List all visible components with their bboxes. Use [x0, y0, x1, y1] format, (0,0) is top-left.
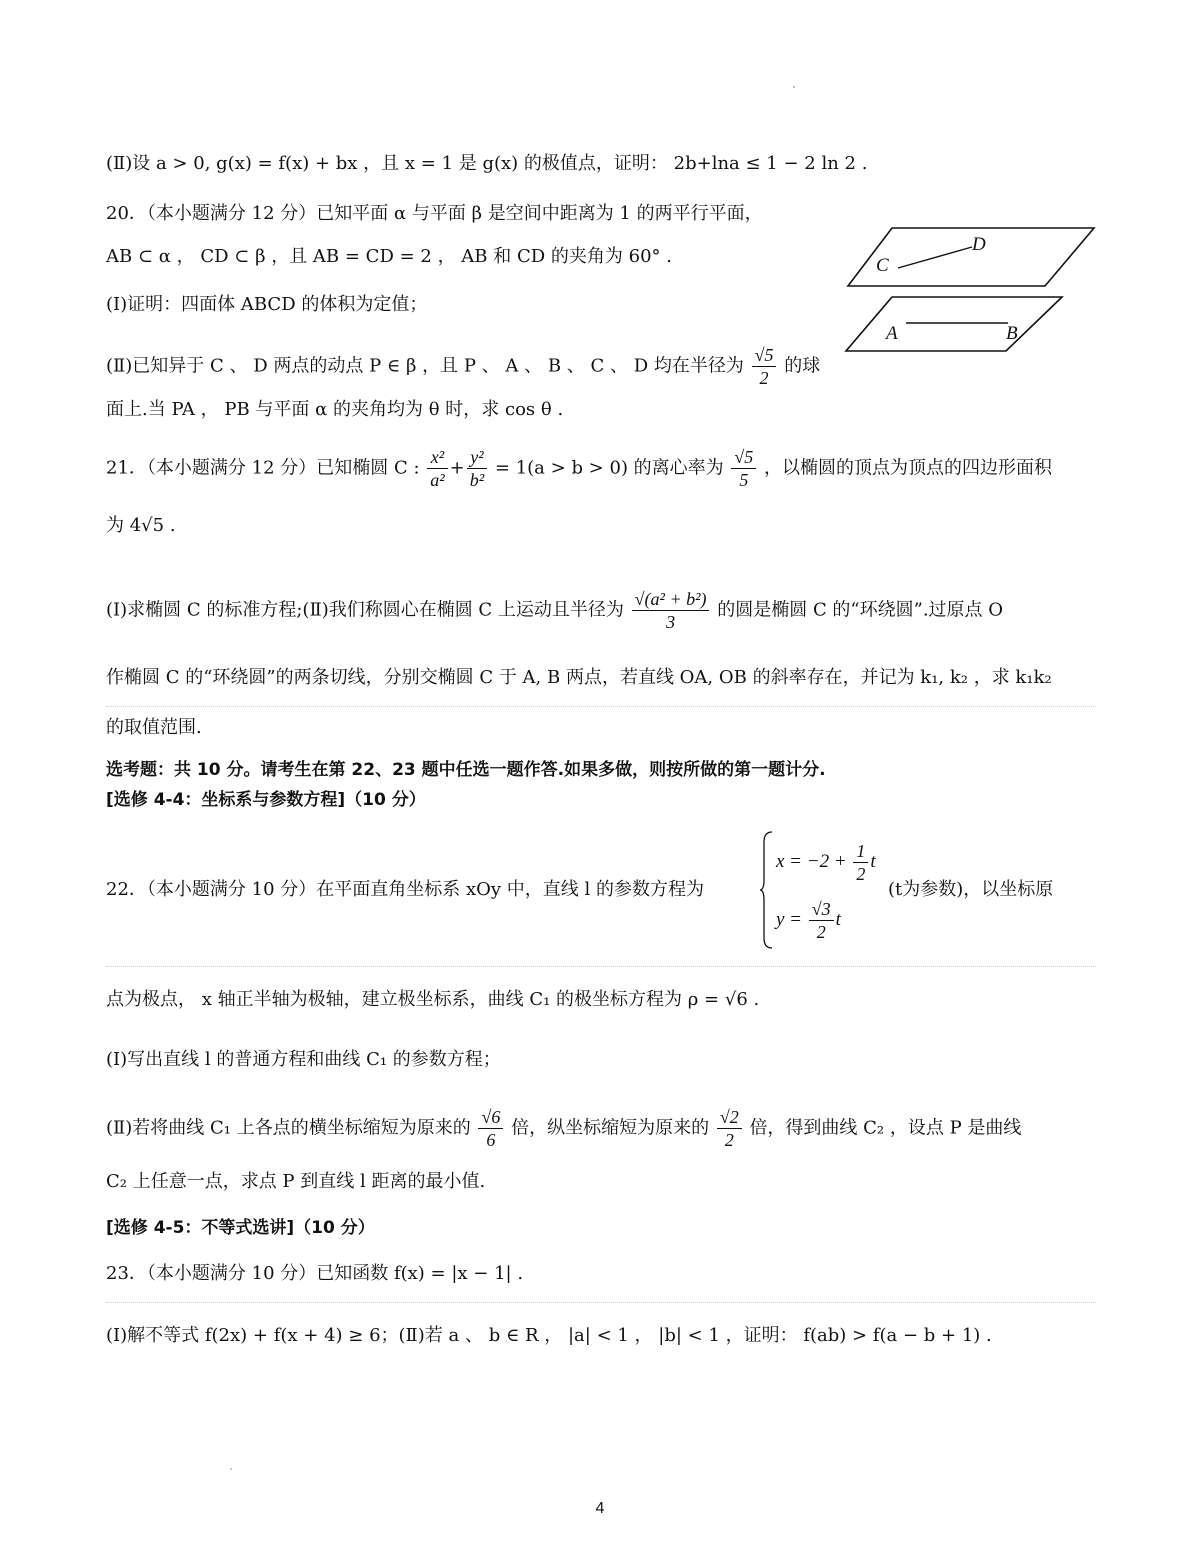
frac-num: √3 [809, 898, 834, 921]
question-21-range: 的取值范围. [106, 717, 202, 738]
question-22-intro: 22．（本小题满分 10 分）在平面直角坐标系 xOy 中，直线 l 的参数方程为 [106, 879, 704, 900]
parametric-system [760, 830, 900, 950]
q22-part2-text-c: 倍，得到曲线 C₂ ，设点 P 是曲线 [749, 1117, 1022, 1139]
frac-den: 2 [856, 864, 866, 884]
question-20-part-2 [106, 344, 820, 389]
fraction-sqrt5-over-2 [752, 344, 777, 389]
frac-den: 6 [486, 1130, 496, 1150]
frac-num: √5 [731, 446, 756, 469]
sys-row2-text: y = [776, 908, 803, 930]
sys-row1-t: t [870, 850, 876, 872]
question-23-intro: 23．（本小题满分 10 分）已知函数 f(x) = |x − 1| . [106, 1263, 524, 1284]
q21-text-b: = 1(a > b > 0) 的离心率为 [494, 457, 724, 479]
question-20-intro: 20．（本小题满分 12 分）已知平面 α 与平面 β 是空间中距离为 1 的两平行平面， [106, 203, 763, 224]
fraction-one-half [853, 840, 868, 885]
sys-row2-t: t [835, 908, 841, 930]
bottom-mark [230, 1468, 232, 1470]
page-number: 4 [595, 1500, 605, 1517]
sys-row1-text: x = −2 + [776, 850, 847, 872]
frac-den: 2 [724, 1130, 734, 1150]
frac-num: √(a² + b²) [632, 588, 710, 611]
question-21-part-2-cont: 作椭圆 C 的“环绕圆”的两条切线，分别交椭圆 C 于 A, B 两点，若直线 OA, OB 的斜率存在，并记为 k₁, k₂ ，求 k₁k₂ [106, 667, 1052, 688]
fraction-radius [632, 588, 710, 633]
q21-parts-text-a: (Ⅰ)求椭圆 C 的标准方程;(Ⅱ)我们称圆心在椭圆 C 上运动且半径为 [106, 599, 624, 621]
frac-den: 5 [739, 470, 749, 490]
frac-num: √2 [717, 1106, 742, 1129]
question-21-intro: 21．（本小题满分 12 分）已知椭圆 C : $\frac{\text{x²}}{\text{a²}}$ + $\frac{\text{y²}}{\text{b²}}$ = 1(a > b > 0) 的离心率为 $\frac{√5}{5}$ ，以椭圆的顶点为顶点的四边形面积 [106, 447, 1053, 490]
frac-den: 3 [666, 612, 676, 632]
q20-part2-text-a: (Ⅱ)已知异于 C 、 D 两点的动点 P ∈ β ，且 P 、 A 、 B 、 C 、 D 均在半径为 [106, 355, 744, 377]
frac-num: √6 [478, 1106, 503, 1129]
question-20-part-2-cont: 面上.当 PA ， PB 与平面 α 的夹角均为 θ 时，求 cos θ . [106, 399, 564, 420]
label-b: B [1006, 323, 1018, 344]
frac-den: a² [430, 470, 445, 490]
q20-part2-text-b: 的球 [784, 355, 821, 377]
question-22-part-1: (Ⅰ)写出直线 l 的普通方程和曲线 C₁ 的参数方程； [106, 1049, 501, 1070]
frac-den: b² [469, 470, 485, 490]
elective-instructions: 选考题：共 10 分。请考生在第 22、23 题中任选一题作答.如果多做，则按所做的第一题计分. [106, 760, 826, 780]
question-19-part-2: (Ⅱ)设 a > 0, g(x) = f(x) + bx ，且 x = 1 是 g(x) 的极值点，证明： 2b+lna ≤ 1 − 2 ln 2 . [106, 153, 868, 174]
parallel-planes-figure [840, 225, 1100, 360]
fraction-sqrt2-over-2 [717, 1106, 742, 1151]
question-22-part-2-cont: C₂ 上任意一点，求点 P 到直线 l 距离的最小值. [106, 1171, 486, 1192]
q21-text-a: 21．（本小题满分 12 分）已知椭圆 C : [106, 457, 420, 479]
frac-num: 1 [853, 840, 868, 863]
q21-text-c: ，以椭圆的顶点为顶点的四边形面积 [764, 457, 1053, 479]
top-mark [793, 86, 795, 88]
q22-part2-text-a: (Ⅱ)若将曲线 C₁ 上各点的横坐标缩短为原来的 [106, 1117, 471, 1139]
frac-num: √5 [752, 344, 777, 367]
question-20-conditions: AB ⊂ α ， CD ⊂ β ，且 AB = CD = 2 ， AB 和 CD 的夹角为 60° . [106, 246, 672, 267]
elective-4-5-heading: [选修 4-5：不等式选讲]（10 分） [106, 1218, 375, 1238]
question-21-area: 为 4√5 . [106, 515, 176, 536]
question-22-part-2 [106, 1106, 1021, 1151]
label-d: D [972, 234, 986, 255]
question-23-parts: (Ⅰ)解不等式 f(2x) + f(x + 4) ≥ 6；(Ⅱ)若 a 、 b ∈ R ， |a| < 1 ， |b| < 1 ，证明： f(ab) > f(a − b + 1) . [106, 1325, 992, 1346]
left-brace [760, 830, 774, 950]
q21-parts-text-b: 的圆是椭圆 C 的“环绕圆”.过原点 O [717, 599, 1004, 621]
question-21-parts [106, 588, 1003, 633]
fraction-x2-over-a2 [427, 446, 447, 491]
fraction-sqrt5-over-5 [731, 446, 756, 491]
elective-4-4-heading: [选修 4-4：坐标系与参数方程]（10 分） [106, 790, 426, 810]
dotted-divider [106, 706, 1096, 707]
label-a: A [886, 323, 898, 344]
dotted-divider [106, 1302, 1096, 1303]
frac-den: 2 [816, 922, 826, 942]
frac-num: x² [427, 446, 447, 469]
dotted-divider [106, 966, 1096, 967]
question-22-param-note: (t为参数)，以坐标原 [888, 879, 1054, 900]
question-22-polar: 点为极点， x 轴正半轴为极轴，建立极坐标系，曲线 C₁ 的极坐标方程为 ρ = √6 . [106, 989, 760, 1010]
frac-num: y² [467, 446, 487, 469]
fraction-y2-over-b2 [467, 446, 487, 491]
question-20-part-1: (Ⅰ)证明：四面体 ABCD 的体积为定值； [106, 294, 428, 315]
frac-den: 2 [759, 368, 769, 388]
q22-part2-text-b: 倍，纵坐标缩短为原来的 [511, 1117, 710, 1139]
fraction-sqrt6-over-6 [478, 1106, 503, 1151]
fraction-sqrt3-over-2 [809, 898, 834, 943]
label-c: C [876, 255, 889, 276]
